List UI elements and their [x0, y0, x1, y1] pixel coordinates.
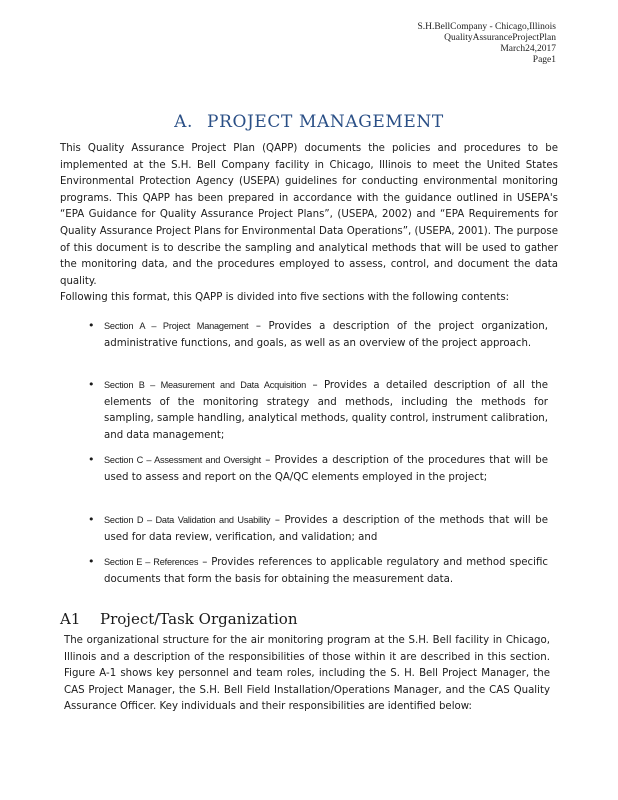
header-date: March24,2017	[500, 44, 556, 54]
intro-paragraph: This Quality Assurance Project Plan (QAPP) documents the policies and procedures to be implemented at the S.H. Bell Company facility in Chicago, Illinois to meet the United States Environmental Protection Agency (USEPA) guidelines for conducting environmental monitoring programs. This QAPP has been prepared in accordance with the guidance outlined in USEPA's “EPA Guidance for Quality Assurance Project Plans”, (USEPA, 2002) and “EPA Requirements for Quality Assurance Project Plans for Environmental Data Operations”, (USEPA, 2001). The purpose of this document is to describe the sampling and analytical methods that will be used to gather the monitoring data, and the procedures employed to assess, control, and document the data quality.	[60, 143, 558, 287]
header-document: QualityAssuranceProjectPlan	[444, 33, 556, 43]
subsection-title: Project/Task Organization	[100, 610, 298, 628]
subsection-paragraph: The organizational structure for the air monitoring program at the S.H. Bell facility in Chicago, Illinois and a description of the responsibilities of those within it are described in this section. Figure A-1 shows key personnel and team roles, including the S. H. Bell Project Manager, the CAS Project Manager, the S.H. Bell Field Installation/Operations Manager, and the CAS Quality Assurance Officer. Key individuals and their responsibilities are identified below:	[64, 635, 550, 713]
list-item	[88, 318, 548, 352]
bullet-icon: •	[88, 378, 95, 391]
list-item-text: – Provides references to applicable regulatory and method specific documents that form the basis for obtaining the measurement data.	[104, 557, 549, 585]
header-company: S.H.BellCompany - Chicago,Illinois	[417, 22, 556, 32]
list-item	[88, 452, 548, 486]
subsection-heading	[60, 610, 297, 628]
list-item	[88, 512, 548, 546]
following-paragraph: Following this format, this QAPP is divided into five sections with the following contents:	[60, 292, 510, 303]
list-item-text: – Provides a description of the methods that will be used for data review, verification, and validation; and	[104, 515, 548, 543]
list-item-lead: Section C – Assessment and Oversight	[104, 455, 262, 465]
section-heading: PROJECT MANAGEMENT	[207, 112, 444, 132]
list-item-lead: Section B – Measurement and Data Acquisition	[104, 380, 307, 390]
list-item-lead: Section D – Data Validation and Usability	[104, 515, 271, 525]
header-page: Page1	[532, 55, 556, 65]
running-header	[417, 22, 556, 66]
subsection-number: A1	[60, 610, 81, 628]
list-item-text: – Provides a description of the procedures that will be used to assess and report on the QA/QC elements employed in the project;	[104, 455, 548, 483]
list-item-text: – Provides a description of the project organization, administrative functions, and goals, as well as an overview of the project approach.	[104, 321, 548, 349]
list-item-lead: Section A – Project Management	[104, 321, 249, 331]
bullet-icon: •	[88, 319, 95, 332]
bullet-icon: •	[88, 555, 95, 568]
list-item-text: – Provides a detailed description of all the elements of the monitoring strategy and methods, including the methods for sampling, sample handling, analytical methods, quality control, instrument calibration, and data management;	[104, 380, 548, 441]
list-item	[88, 554, 549, 588]
list-item	[88, 377, 548, 444]
bullet-icon: •	[88, 513, 95, 526]
section-title	[0, 112, 618, 132]
bullet-icon: •	[88, 453, 95, 466]
section-number: A.	[174, 112, 194, 132]
list-item-lead: Section E – References	[104, 557, 199, 567]
